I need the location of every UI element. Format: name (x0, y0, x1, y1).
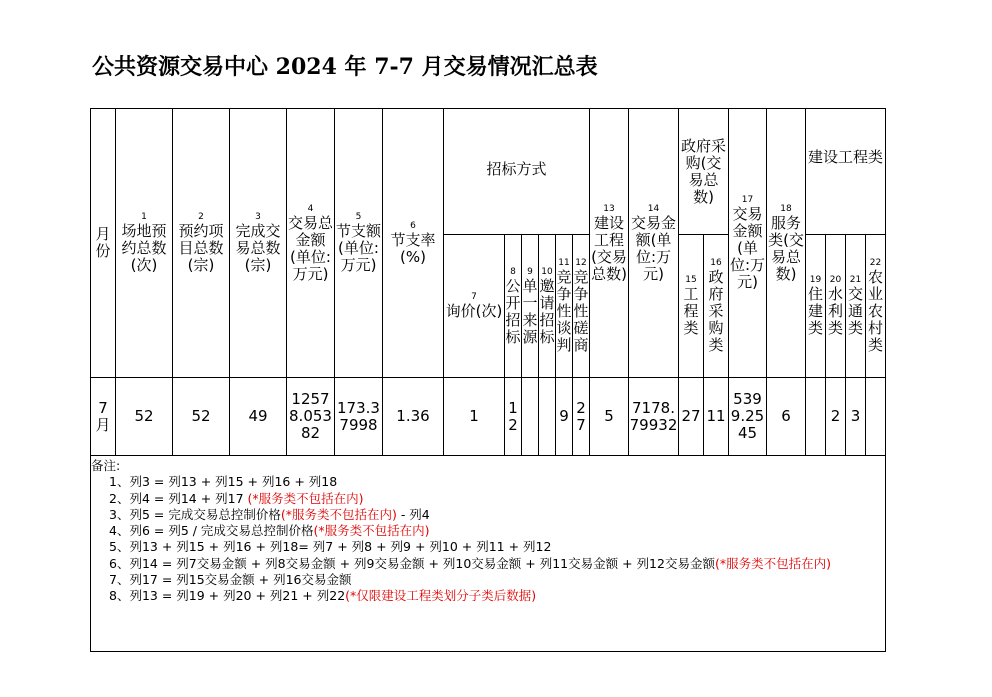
cell-c15: 27 (679, 378, 704, 456)
cell-c8: 12 (505, 378, 522, 456)
summary-table (90, 108, 886, 652)
cell-c9 (522, 378, 539, 456)
header-c14: 14 交易金额(单位:万元) (629, 109, 679, 378)
header-c8: 8 公开招标 (505, 235, 522, 378)
header-c13: 13 建设工程(交易总数) (590, 109, 629, 378)
page-title: 公共资源交易中心 2024 年 7-7 月交易情况汇总表 (92, 54, 598, 80)
note-line-4: 4、列6 = 列5 / 完成交易总控制价格(*服务类不包括在内) (109, 523, 430, 539)
cell-month: 7月 (91, 378, 116, 456)
cell-c4: 12578.05382 (287, 378, 335, 456)
header-c15: 15 工程类 (679, 235, 704, 378)
cell-c22 (866, 378, 886, 456)
cell-c21: 3 (846, 378, 866, 456)
table-row (91, 378, 886, 456)
header-c22: 22 农业农村类 (866, 235, 886, 378)
header-c16: 16 政府采购类 (704, 235, 729, 378)
header-c2: 2 预约项目总数(宗) (173, 109, 230, 378)
cell-c13: 5 (590, 378, 629, 456)
header-month: 月份 (91, 109, 116, 378)
cell-c10 (539, 378, 556, 456)
notes-section (91, 456, 886, 652)
header-c21: 21 交通类 (846, 235, 866, 378)
notes-heading: 备注: (91, 458, 121, 473)
header-construction-group: 建设工程类 (806, 109, 886, 235)
cell-c19 (806, 378, 826, 456)
note-line-6: 6、列14 = 列7交易金额 + 列8交易金额 + 列9交易金额 + 列10交易金额 + 列11交易金额 + 列12交易金额(*服务类不包括在内) (109, 555, 831, 571)
header-c5: 5 节支额(单位:万元) (335, 109, 383, 378)
header-c20: 20 水利类 (826, 235, 846, 378)
cell-c6: 1.36 (383, 378, 444, 456)
cell-c18: 6 (767, 378, 806, 456)
cell-c12: 27 (573, 378, 590, 456)
header-c10: 10 邀请招标 (539, 235, 556, 378)
cell-c7: 1 (444, 378, 505, 456)
header-c3: 3 完成交易总数(宗) (230, 109, 287, 378)
cell-c16: 11 (704, 378, 729, 456)
header-c7: 7 询价(次) (444, 235, 505, 378)
cell-c1: 52 (116, 378, 173, 456)
header-bidding-group: 招标方式 (444, 109, 590, 235)
header-c19: 19 住建类 (806, 235, 826, 378)
header-c12: 12 竞争性磋商 (573, 235, 590, 378)
cell-c5: 173.37998 (335, 378, 383, 456)
header-c6: 6 节支率(%) (383, 109, 444, 378)
cell-c2: 52 (173, 378, 230, 456)
cell-c3: 49 (230, 378, 287, 456)
note-line-5: 5、列13 + 列15 + 列16 + 列18= 列7 + 列8 + 列9 + 列10 + 列11 + 列12 (109, 539, 552, 555)
cell-c11: 9 (556, 378, 573, 456)
note-line-2: 2、列4 = 列14 + 列17 (*服务类不包括在内) (109, 490, 364, 506)
note-line-3: 3、列5 = 完成交易总控制价格(*服务类不包括在内) - 列4 (109, 506, 430, 522)
note-line-8: 8、列13 = 列19 + 列20 + 列21 + 列22(*仅限建设工程类划分子类后数据) (109, 588, 537, 604)
header-c9: 9 单一来源 (522, 235, 539, 378)
note-line-1: 1、列3 = 列13 + 列15 + 列16 + 列18 (109, 474, 338, 490)
header-procurement-group: 政府采购(交易总数) (679, 109, 729, 235)
cell-c17: 5399.2545 (729, 378, 767, 456)
header-c1: 1 场地预约总数(次) (116, 109, 173, 378)
note-line-7: 7、列17 = 列15交易金额 + 列16交易金额 (109, 572, 352, 588)
header-c4: 4 交易总金额(单位:万元) (287, 109, 335, 378)
cell-c20: 2 (826, 378, 846, 456)
header-c17: 17 交易金额(单位:万元) (729, 109, 767, 378)
header-c18: 18 服务类(交易总数) (767, 109, 806, 378)
cell-c14: 7178.79932 (629, 378, 679, 456)
header-c11: 11 竞争性谈判 (556, 235, 573, 378)
